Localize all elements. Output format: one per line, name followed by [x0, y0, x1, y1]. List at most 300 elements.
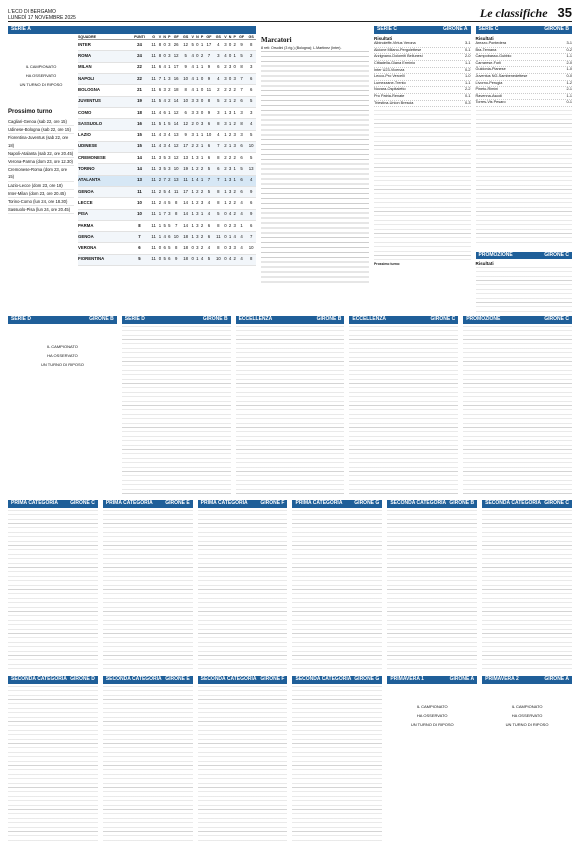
league-group: GIRONE F: [260, 500, 285, 507]
table-row: [78, 186, 256, 197]
table-cell: 4: [162, 198, 167, 209]
table-cell: 9: [181, 130, 191, 141]
table-cell: 4: [190, 62, 194, 73]
league-group: GIRONE A: [449, 676, 475, 683]
seriec-a-risultati-label: Risultati: [374, 36, 393, 41]
league-band: [198, 500, 288, 508]
league-band: [482, 500, 572, 508]
table-cell: 3: [228, 186, 233, 197]
seriec-b-group: GIRONE B: [544, 26, 569, 32]
team-name: ROMA: [78, 51, 129, 62]
league-title: PRIMAVERA 1: [390, 676, 424, 683]
table-cell: 2: [233, 254, 237, 265]
table-cell: 2: [200, 164, 204, 175]
table-cell: 0: [162, 40, 167, 51]
table-cell: 0: [200, 96, 204, 107]
table-cell: 15: [129, 141, 149, 152]
league-title: PRIMAVERA 2: [485, 676, 519, 683]
match-score: 0-0: [566, 74, 572, 78]
result-line: [374, 68, 471, 75]
table-cell: 2: [214, 85, 224, 96]
table-cell: 1: [158, 232, 162, 243]
league-title: SECONDA CATEGORIA: [105, 676, 162, 683]
table-row: [78, 85, 256, 96]
result-line: [374, 74, 471, 81]
league-group: GIRONE D: [70, 676, 95, 683]
league-block: [482, 500, 572, 672]
result-line: [476, 61, 573, 68]
table-cell: 7: [237, 85, 246, 96]
table-cell: 4: [158, 107, 162, 118]
table-cell: 0: [190, 254, 194, 265]
table-cell: 0: [228, 40, 233, 51]
league-band: [8, 500, 98, 508]
league-group: GIRONE G: [354, 500, 380, 507]
team-name: COMO: [78, 107, 129, 118]
seriec-b-title: SERIE C: [478, 26, 499, 32]
table-cell: 3: [167, 51, 171, 62]
table-cell: 3: [195, 96, 200, 107]
table-cell: 8: [214, 119, 224, 130]
table-cell: 5: [204, 164, 213, 175]
section-title: Le classifiche: [479, 5, 548, 20]
table-cell: 11: [149, 107, 157, 118]
prossimo-item: Udinese-Bologna (sab 22, ore 15): [8, 126, 74, 134]
table-cell: 3: [233, 74, 237, 85]
column-header: V: [224, 34, 227, 39]
prossimo-item: Cagliari-Genoa (sab 22, ore 15): [8, 118, 74, 126]
column-header: N: [228, 34, 232, 39]
table-cell: 26: [172, 40, 181, 51]
table-cell: 1: [228, 141, 233, 152]
table-cell: 1: [200, 62, 204, 73]
table-cell: 3: [237, 107, 246, 118]
table-cell: 11: [181, 175, 191, 186]
team-name: ATALANTA: [78, 175, 129, 186]
match-name: Arezzo-Pontedera: [475, 41, 507, 46]
table-body: [78, 40, 256, 266]
table-cell: 6: [246, 198, 256, 209]
table-cell: 1: [233, 175, 237, 186]
table-cell: 6: [204, 220, 213, 231]
table-cell: 11: [149, 51, 157, 62]
league-group: GIRONE C: [430, 316, 456, 323]
table-cell: 2: [167, 85, 171, 96]
table-cell: 8: [237, 119, 246, 130]
prossimo-turno-list: [8, 118, 74, 214]
table-cell: 5: [158, 119, 162, 130]
team-name: FIORENTINA: [78, 254, 129, 265]
table-cell: 2: [195, 141, 200, 152]
seriec-a-prossimo: [374, 262, 471, 266]
seriec-b-band: [476, 26, 573, 34]
table-cell: 5: [158, 96, 162, 107]
league-band: [387, 500, 477, 508]
table-cell: 5: [162, 254, 167, 265]
table-cell: 2: [233, 153, 237, 164]
table-cell: 11: [149, 232, 157, 243]
table-cell: 2: [246, 51, 256, 62]
column-header: V: [191, 34, 194, 39]
table-cell: 3: [190, 130, 194, 141]
result-line: [476, 41, 573, 48]
table-cell: 4: [237, 198, 246, 209]
table-cell: 16: [129, 119, 149, 130]
table-cell: 0: [158, 254, 162, 265]
seriec-a-results: [374, 41, 471, 107]
result-line: [374, 54, 471, 61]
table-cell: 1: [190, 153, 194, 164]
seriec-a-group: GIRONE A: [442, 26, 468, 33]
table-cell: 0: [195, 51, 200, 62]
match-score: 1-0: [566, 67, 572, 72]
table-cell: 12: [172, 51, 181, 62]
table-cell: 1: [233, 51, 237, 62]
table-cell: 5: [214, 96, 224, 107]
league-band: [349, 316, 458, 324]
table-cell: 0: [190, 243, 194, 254]
table-cell: 8: [237, 62, 246, 73]
match-score: 1-0: [465, 74, 471, 79]
table-cell: 9: [204, 62, 213, 73]
table-cell: 8: [214, 186, 224, 197]
table-cell: 6: [246, 220, 256, 231]
table-cell: 5: [237, 51, 246, 62]
table-cell: 4: [167, 186, 171, 197]
table-cell: 5: [162, 186, 167, 197]
table-cell: 11: [129, 186, 149, 197]
table-cell: 11: [172, 186, 181, 197]
league-title: PRIMA CATEGORIA: [200, 500, 248, 507]
match-score: 1-1: [566, 93, 572, 98]
table-cell: 2: [228, 130, 233, 141]
table-cell: 2: [228, 153, 233, 164]
league-band: [122, 316, 231, 324]
table-cell: 3: [233, 243, 237, 254]
seriec-a-title: SERIE C: [377, 26, 398, 33]
table-cell: 3: [200, 198, 204, 209]
table-cell: 4: [228, 209, 233, 220]
table-cell: 6: [237, 141, 246, 152]
team-name: LECCE: [78, 198, 129, 209]
table-cell: 11: [149, 96, 157, 107]
table-cell: 5: [167, 198, 171, 209]
column-header: GS: [214, 34, 224, 40]
table-row: [78, 96, 256, 107]
table-cell: 2: [233, 198, 237, 209]
result-line: [476, 94, 573, 101]
prossimo-item: Napoli-Atalanta (sab 22, ore 20.45): [8, 150, 74, 158]
table-cell: 17: [204, 40, 213, 51]
table-cell: 1: [223, 130, 227, 141]
table-cell: 12: [172, 107, 181, 118]
table-cell: 2: [223, 164, 227, 175]
prossimo-item: Cremonese-Roma (dom 23, ore 15): [8, 166, 74, 181]
table-cell: 4: [204, 209, 213, 220]
result-line: [476, 100, 573, 107]
table-cell: 5: [246, 130, 256, 141]
table-cell: 9: [204, 107, 213, 118]
notice-line: UN TURNO DI RIPOSO: [19, 82, 63, 87]
table-row: [78, 141, 256, 152]
table-cell: 11: [149, 198, 157, 209]
table-cell: 22: [129, 74, 149, 85]
table-cell: 18: [181, 243, 191, 254]
grid-row-2: [8, 500, 572, 672]
table-cell: 3: [195, 209, 200, 220]
table-cell: 4: [223, 51, 227, 62]
table-cell: 3: [162, 85, 167, 96]
table-cell: 2: [223, 141, 227, 152]
table-cell: 2: [228, 85, 233, 96]
team-name: INTER: [78, 40, 129, 51]
table-cell: 10: [181, 96, 191, 107]
league-table-lines: [292, 686, 382, 841]
table-cell: 12: [181, 40, 191, 51]
notice-line: HA OSSERVATO: [25, 73, 57, 78]
league-group: GIRONE B: [316, 316, 342, 323]
table-cell: 17: [181, 141, 191, 152]
table-cell: 4: [214, 40, 224, 51]
column-header: P: [168, 34, 171, 39]
table-row: [78, 209, 256, 220]
seriec-b-table-lines: [476, 110, 573, 246]
team-name: GENOA: [78, 186, 129, 197]
prossimo-item: Fiorentina-Juventus (sab 22, ore 18): [8, 134, 74, 149]
result-line: [476, 74, 573, 81]
table-cell: 3: [228, 175, 233, 186]
table-cell: 4: [158, 130, 162, 141]
match-score: 0-2: [465, 67, 471, 72]
match-score: 2-0: [465, 54, 471, 59]
prossimo-item: Torino-Como (lun 24, ore 18.30): [8, 198, 74, 206]
table-cell: 5: [162, 164, 167, 175]
table-cell: 8: [172, 243, 181, 254]
league-notice: [482, 702, 572, 729]
prossimo-label: Prossimo turno:: [374, 262, 401, 267]
table-cell: 3: [246, 62, 256, 73]
table-cell: 3: [190, 96, 194, 107]
league-block: [103, 500, 193, 672]
table-cell: 0: [162, 51, 167, 62]
league-title: PROMOZIONE: [466, 316, 501, 323]
league-table-lines: [122, 326, 231, 496]
table-cell: 3: [167, 209, 171, 220]
marcatori-column: [261, 26, 369, 312]
table-cell: 2: [200, 186, 204, 197]
table-cell: 1: [195, 85, 200, 96]
match-score: 2-1: [566, 87, 572, 92]
match-score: 0-1: [465, 47, 471, 52]
table-cell: 3: [214, 107, 224, 118]
table-cell: 3: [167, 40, 171, 51]
table-cell: 16: [172, 74, 181, 85]
seriec-b-column: [476, 26, 573, 312]
table-cell: 7: [204, 175, 213, 186]
column-header: GS: [246, 34, 256, 40]
table-cell: 2: [233, 96, 237, 107]
league-band: [103, 676, 193, 684]
league-group: GIRONE A: [544, 676, 569, 683]
table-cell: 6: [181, 107, 191, 118]
table-cell: 2: [233, 40, 237, 51]
table-cell: 11: [149, 141, 157, 152]
table-cell: 0: [233, 62, 237, 73]
league-band: [8, 676, 98, 684]
league-band: [198, 676, 288, 684]
table-cell: 2: [228, 198, 233, 209]
table-cell: 4: [167, 130, 171, 141]
table-row: [78, 107, 256, 118]
match-score: 0-1: [465, 94, 471, 99]
table-cell: 14: [172, 96, 181, 107]
table-cell: 8: [158, 51, 162, 62]
table-cell: 4: [237, 243, 246, 254]
table-cell: 4: [246, 119, 256, 130]
table-cell: 5: [190, 40, 194, 51]
masthead-left: [8, 9, 76, 21]
table-cell: 4: [200, 254, 204, 265]
league-group: GIRONE G: [354, 676, 380, 683]
league-title: SERIE D: [124, 316, 145, 323]
table-cell: 18: [181, 254, 191, 265]
league-title: ECCELLENZA: [238, 316, 273, 323]
match-name: Albinoleffe-Virtus Verona: [374, 41, 416, 46]
table-cell: 5: [167, 243, 171, 254]
table-cell: 2: [200, 51, 204, 62]
column-header: GF: [204, 34, 213, 40]
seriea-standings-table: [78, 34, 256, 266]
league-block: [349, 316, 458, 496]
league-table-lines: [387, 510, 477, 672]
table-row: [78, 164, 256, 175]
league-block: [8, 316, 117, 496]
table-cell: 6: [214, 62, 224, 73]
seriea-inner: [8, 34, 256, 266]
table-cell: 1: [158, 209, 162, 220]
table-cell: 6: [158, 62, 162, 73]
result-line: [374, 87, 471, 94]
league-band: [236, 316, 345, 324]
notice-line: IL CAMPIONATO: [416, 704, 448, 709]
match-name: Pineto-Rimini: [475, 87, 499, 92]
league-group: GIRONE C: [70, 500, 95, 507]
table-cell: 3: [228, 62, 233, 73]
team-name: PISA: [78, 209, 129, 220]
table-cell: 11: [204, 85, 213, 96]
table-cell: 4: [167, 141, 171, 152]
table-cell: 2: [223, 85, 227, 96]
table-cell: 8: [172, 198, 181, 209]
table-cell: 1: [162, 119, 167, 130]
table-cell: 11: [149, 243, 157, 254]
seriea-table-wrap: [78, 34, 256, 266]
column-header: N: [196, 34, 199, 39]
table-cell: 4: [204, 243, 213, 254]
notice-line: IL CAMPIONATO: [46, 344, 78, 349]
table-cell: 12: [181, 119, 191, 130]
table-cell: 1: [233, 107, 237, 118]
notice-line: UN TURNO DI RIPOSO: [505, 722, 549, 727]
league-block: [463, 316, 572, 496]
table-cell: 4: [190, 74, 194, 85]
table-cell: 5: [181, 51, 191, 62]
table-cell: 11: [149, 62, 157, 73]
league-table-lines: [103, 510, 193, 672]
table-cell: 3: [223, 74, 227, 85]
league-group: GIRONE E: [165, 676, 190, 683]
match-score: 1-1: [465, 80, 471, 85]
table-cell: 2: [200, 232, 204, 243]
table-cell: 5: [162, 153, 167, 164]
league-table-lines: [463, 326, 572, 496]
table-cell: 6: [204, 232, 213, 243]
table-cell: 2: [233, 209, 237, 220]
table-cell: 3: [162, 141, 167, 152]
table-cell: 5: [167, 220, 171, 231]
table-cell: 3: [190, 107, 194, 118]
table-cell: 4: [228, 254, 233, 265]
promozione-band: [476, 252, 573, 260]
table-cell: 15: [129, 130, 149, 141]
team-name: VERONA: [78, 243, 129, 254]
match-score: 2-2: [465, 87, 471, 92]
league-group: GIRONE B: [89, 316, 114, 323]
result-line: [374, 101, 471, 108]
prossimo-item: Lazio-Lecce (dom 23, ore 18): [8, 182, 74, 190]
table-cell: 7: [129, 232, 149, 243]
table-cell: 6: [214, 164, 224, 175]
table-cell: 6: [237, 96, 246, 107]
table-cell: 11: [149, 130, 157, 141]
table-cell: 3: [158, 153, 162, 164]
table-cell: 3: [162, 130, 167, 141]
table-cell: 7: [214, 141, 224, 152]
league-title: SECONDA CATEGORIA: [200, 676, 257, 683]
league-title: PRIMA CATEGORIA: [295, 500, 343, 507]
table-cell: 14: [181, 220, 191, 231]
team-name: UDINESE: [78, 141, 129, 152]
team-name: GENOA: [78, 232, 129, 243]
match-name: Campobasso-Gubbio: [475, 54, 512, 59]
table-cell: 8: [214, 198, 224, 209]
table-cell: 22: [129, 62, 149, 73]
league-block: [387, 500, 477, 672]
table-row: [78, 51, 256, 62]
seriec-a-band: [374, 26, 471, 34]
table-cell: 1: [195, 74, 200, 85]
table-row: [78, 232, 256, 243]
league-table-lines: [349, 326, 458, 496]
notice-line: HA OSSERVATO: [416, 713, 448, 718]
league-title: ECCELLENZA: [352, 316, 387, 323]
table-cell: 0: [223, 254, 227, 265]
match-name: Arzignano-Dolomiti Bellunesi: [374, 54, 423, 59]
table-cell: 14: [129, 164, 149, 175]
team-name: JUVENTUS: [78, 96, 129, 107]
table-cell: 12: [172, 153, 181, 164]
table-cell: 11: [149, 186, 157, 197]
table-cell: 13: [172, 130, 181, 141]
table-cell: 6: [246, 85, 256, 96]
seriec-b-risultati-label: Risultati: [475, 35, 494, 41]
promozione-title: PROMOZIONE: [478, 251, 513, 258]
table-row: [78, 119, 256, 130]
league-block: [122, 316, 231, 496]
notice-line: IL CAMPIONATO: [511, 704, 543, 709]
seriea-block: [8, 26, 256, 312]
table-cell: 1: [195, 130, 200, 141]
